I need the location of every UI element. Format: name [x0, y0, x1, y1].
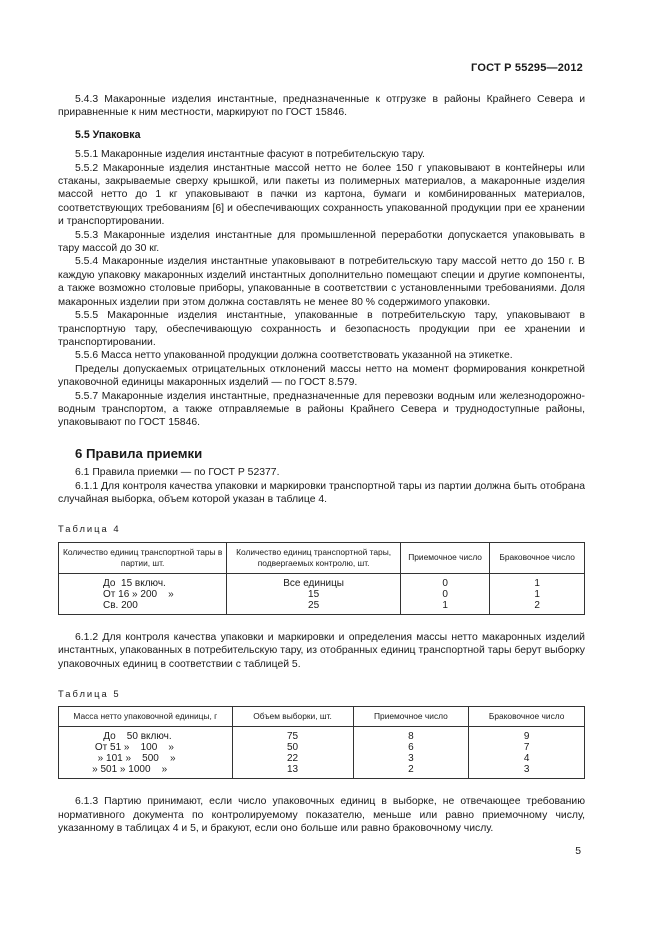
table-4-caption: Таблица 4 [58, 523, 121, 535]
table-cell: 50 [232, 742, 353, 753]
standard-code: ГОСТ Р 55295—2012 [471, 62, 583, 74]
paragraph-5-4-3: 5.4.3 Макаронные изделия инстантные, предназначенные к отгрузке в районы Крайнего Севера и приравненные к ним местности, маркируют по ГОСТ 15846. [58, 94, 585, 119]
paragraph-6-1-2: 6.1.2 Для контроля качества упаковки и маркировки и определения массы нетто макаронных изделий инстантных, упакованных в потребительскую тару, из отобранных единиц транспортной тары берут выборку упаковочных единиц в соответствии с таблицей 5. [58, 631, 585, 670]
table-cell: 13 [232, 764, 353, 779]
table-cell: 2 [490, 600, 585, 615]
table-cell: 7 [469, 742, 585, 753]
table-cell: 2 [353, 764, 469, 779]
table-cell: 3 [353, 753, 469, 764]
table-row [59, 753, 585, 764]
paragraph-5-5-2: 5.5.2 Макаронные изделия инстантные массой нетто не более 150 г упаковывают в контейнеры или стаканы, закрываемые сверху крышкой, или пакеты из полимерных материалов, а макаронные изделия массой нетто до 1 кг упаковывают в пачки из картона, бумаги и комбинированных материалов, соответствующих требованиям [6] и обеспечивающих сохранность упакованной продукции при ее хранении и транспортировании. [58, 162, 585, 228]
paragraph-5-5-7: 5.5.7 Макаронные изделия инстантные, предназначенные для перевозки водным или железнодорожно-водным транспортом, а также отправляемые в районы Крайнего Севера и труднодоступные районы, упаковывают по ГОСТ 15846. [58, 390, 585, 429]
table-cell: 1 [490, 573, 585, 589]
paragraph-5-5-1: 5.5.1 Макаронные изделия инстантные фасуют в потребительскую тару. [75, 149, 425, 161]
table-header-cell: Приемочное число [400, 542, 489, 573]
paragraph-5-5-4: 5.5.4 Макаронные изделия инстантные упаковывают в потребительскую тару массой нетто до 150 г. В каждую упаковку макаронных изделий инстантных дополнительно помещают специи и другие компоненты, а также возможно столовые приборы, упакованные в соответствии с установленными требованиями. Доля макаронных изделии при этом должна составлять не менее 80 % содержимого упаковки. [58, 256, 585, 308]
table-cell: 4 [469, 753, 585, 764]
table-cell: До 15 включ. [59, 573, 227, 589]
table-header-cell: Браковочное число [469, 707, 585, 727]
table-header-cell: Браковочное число [490, 542, 585, 573]
section-6-heading: 6 Правила приемки [75, 445, 203, 461]
paragraph-6-1-3: 6.1.3 Партию принимают, если число упаковочных единиц в выборке, не отвечающее требованию нормативного документа по контролируемому показателю, меньше или равно приемочному числу, указанному в таблицах 4 и 5, и бракуют, если оно больше или равно браковочному числу. [58, 796, 585, 835]
table-cell: Все единицы [227, 573, 401, 589]
table-cell: От 16 » 200 » [59, 589, 227, 600]
table-cell: » 501 » 1000 » [59, 764, 233, 779]
table-row [59, 573, 585, 589]
table-row [59, 589, 585, 600]
table-cell: Св. 200 [59, 600, 227, 615]
page-number: 5 [575, 846, 581, 857]
table-cell: До 50 включ. [59, 727, 233, 743]
table-cell: 1 [490, 589, 585, 600]
page-content [58, 93, 585, 836]
table-cell: 6 [353, 742, 469, 753]
table-row [59, 600, 585, 615]
table-cell: 22 [232, 753, 353, 764]
paragraph-5-5-6-continued: Пределы допускаемых отрицательных отклонений массы нетто на момент формирования конкретной упаковочной единицы макаронных изделий — по ГОСТ 8.579. [58, 363, 585, 389]
table-5 [58, 706, 585, 779]
table-cell: 1 [400, 600, 489, 615]
paragraph-5-5-5: 5.5.5 Макаронные изделия инстантные, упакованные в потребительскую тару, упаковывают в транспортную тару, обеспечивающую сохранность и безопасность продукции при ее хранении и транспортировании. [58, 310, 585, 348]
table-header-cell: Количество единиц транспортной тары в партии, шт. [59, 542, 227, 573]
table-4 [58, 542, 585, 615]
table-cell: » 101 » 500 » [59, 753, 233, 764]
table-cell: От 51 » 100 » [59, 742, 233, 753]
table-row [59, 727, 585, 743]
table-cell: 9 [469, 727, 585, 743]
table-header-cell: Масса нетто упаковочной единицы, г [59, 707, 233, 727]
table-cell: 25 [227, 600, 401, 615]
table-cell: 75 [232, 727, 353, 743]
paragraph-6-1-1: 6.1.1 Для контроля качества упаковки и маркировки транспортной тары из партии должна быть отобрана случайная выборка, объем которой указан в таблице 4. [58, 480, 585, 505]
table-cell: 8 [353, 727, 469, 743]
table-cell: 15 [227, 589, 401, 600]
table-cell: 0 [400, 589, 489, 600]
section-5-5-heading: 5.5 Упаковка [75, 128, 141, 141]
table-header-row [59, 707, 585, 727]
table-header-cell: Приемочное число [353, 707, 469, 727]
paragraph-6-1: 6.1 Правила приемки — по ГОСТ Р 52377. [75, 467, 280, 479]
paragraph-5-5-3: 5.5.3 Макаронные изделия инстантные для промышленной переработки допускается упаковывать в тару массой до 30 кг. [58, 229, 585, 255]
paragraph-5-5-6: 5.5.6 Масса нетто упакованной продукции должна соответствовать указанной на этикетке. [75, 350, 513, 362]
table-cell: 3 [469, 764, 585, 779]
table-header-cell: Количество единиц транспортной тары, подвергаемых контролю, шт. [227, 542, 401, 573]
table-row [59, 742, 585, 753]
table-header-cell: Объем выборки, шт. [232, 707, 353, 727]
table-5-caption: Таблица 5 [58, 688, 121, 699]
table-cell: 0 [400, 573, 489, 589]
table-row [59, 764, 585, 779]
table-header-row [59, 542, 585, 573]
